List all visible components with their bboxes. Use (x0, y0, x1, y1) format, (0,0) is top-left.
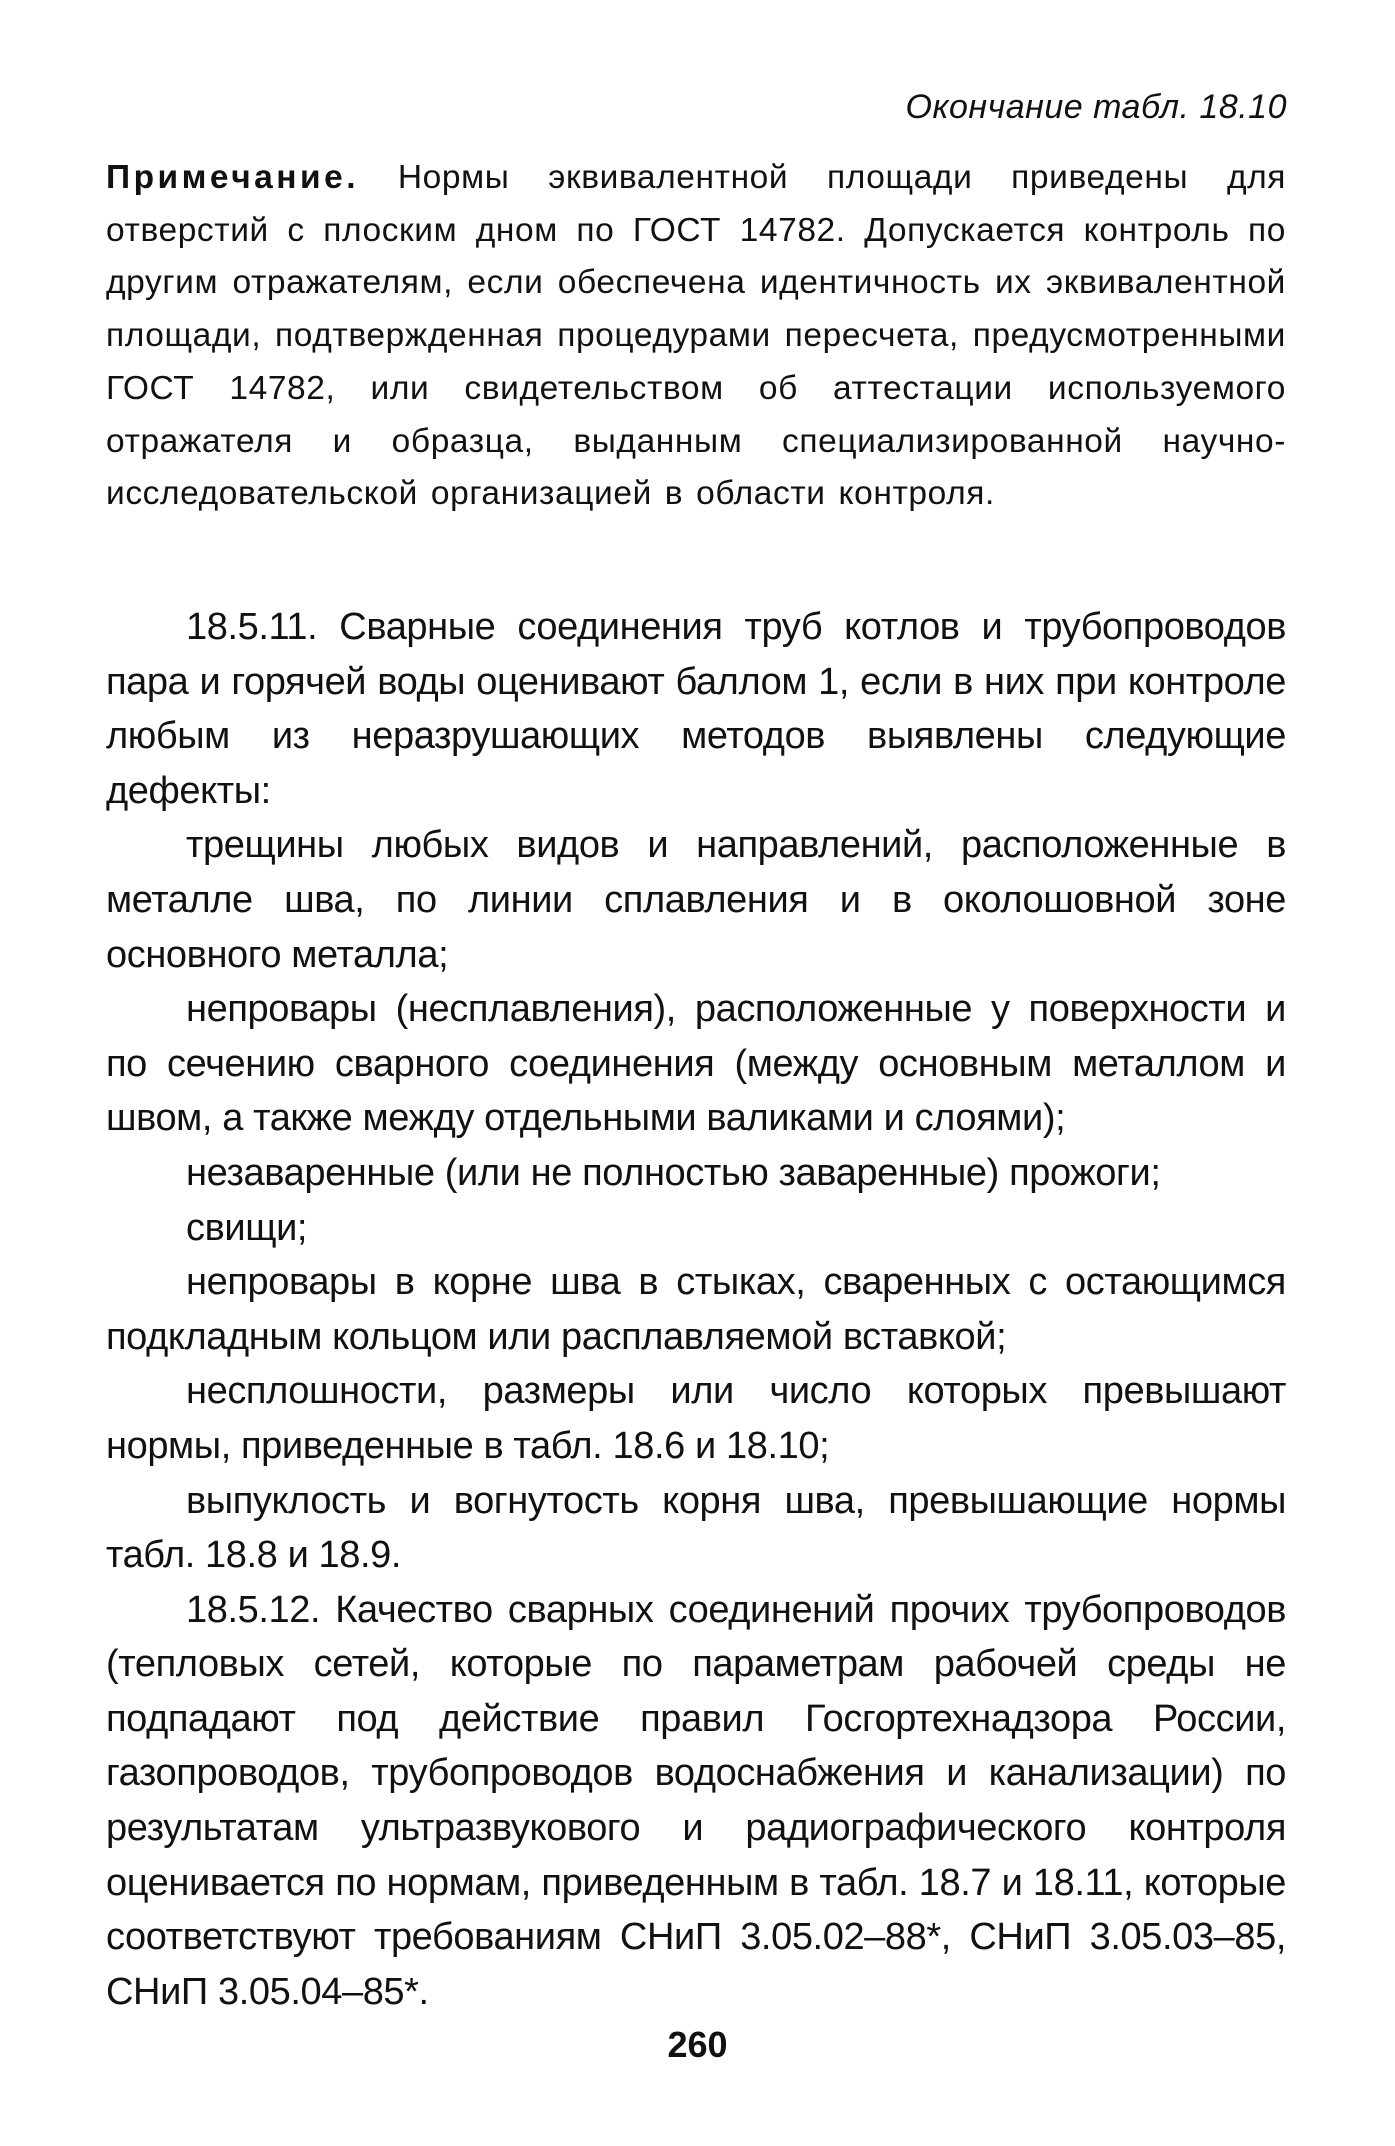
page-number: 260 (667, 2024, 728, 2065)
paragraph-18-5-12: 18.5.12. Качество сварных соединений прочих трубопроводов (тепловых сетей, которые по параметрам рабочей среды не подпадают под действие правил Госгортехнадзора России, газопроводов, трубопроводов водоснабжения и канализации) по результатам ультразвукового и радиографического контроля оценивается по нормам, приведенным в табл. 18.7 и 18.11, которые соответствуют требованиям СНиП 3.05.02–88*, СНиП 3.05.03–85, СНиП 3.05.04–85*. (106, 1588, 1286, 2013)
defect-item-fistulas: свищи; (186, 1206, 308, 1249)
table-continuation-header: Окончание табл. 18.10 (905, 88, 1287, 126)
defect-item-root-convexity: выпуклость и вогнутость корня шва, превышающие нормы табл. 18.8 и 18.9. (106, 1479, 1286, 1577)
defect-item-root-lack-of-penetration: непровары в корне шва в стыках, сваренных с остающимся подкладным кольцом или расплавляемой вставкой; (106, 1261, 1286, 1358)
defect-item-discontinuities: несплошности, размеры или число которых превышают нормы, приведенные в табл. 18.6 и 18.10; (106, 1370, 1286, 1467)
note-text: Нормы эквивалентной площади приведены для отверстий с плоским дном по ГОСТ 14782. Допускается контроль по другим отражателям, если обеспечена идентичность их эквивалентной площади, подтвержденная процедурами пересчета, предусмотренными ГОСТ 14782, или свидетельством об аттестации используемого отражателя и образца, выданным специализированной научно-исследовательской организацией в области контроля. (106, 159, 1286, 513)
defect-item-lack-of-fusion: непровары (несплавления), расположенные у поверхности и по сечению сварного соединения (между основным металлом и швом, а также между отдельными валиками и слоями); (106, 988, 1286, 1140)
main-text (106, 600, 1286, 2019)
note-label: Примечание. (106, 159, 360, 196)
defect-item-cracks: трещины любых видов и направлений, расположенные в металле шва, по линии сплавления и в околошовной зоне основного металла; (106, 824, 1286, 976)
table-note (106, 152, 1286, 521)
defect-item-burn-through: незаваренные (или не полностью заваренные) прожоги; (186, 1151, 1161, 1194)
paragraph-18-5-11: 18.5.11. Сварные соединения труб котлов и трубопроводов пара и горячей воды оценивают баллом 1, если в них при контроле любым из неразрушающих методов выявлены следующие дефекты: (106, 606, 1286, 812)
